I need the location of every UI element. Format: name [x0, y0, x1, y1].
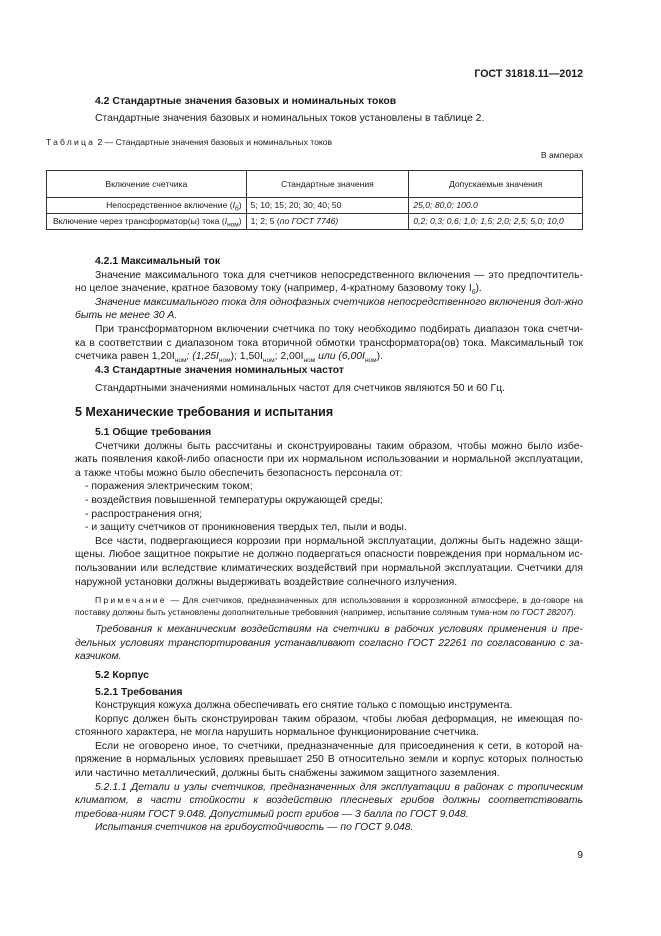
standard-number: ГОСТ 31818.11—2012 [474, 68, 583, 80]
section-4-3-title: 4.3 Стандартные значения номинальных частот [95, 364, 344, 376]
table-row [47, 198, 583, 214]
table-cell: 1; 2; 5 (по ГОСТ 7746) [246, 214, 409, 230]
section-4-3-text: Стандартными значениями номинальных частот для счетчиков являются 50 и 60 Гц. [95, 383, 506, 395]
table-cell: 5; 10; 15; 20; 30; 40; 50 [246, 198, 409, 214]
paragraph: Испытания счетчиков на грибоустойчивость — по ГОСТ 9.048. [95, 822, 414, 834]
note: Примечание — Для счетчиков, предназначенных для использования в коррозионной атмосфере, в до-говоре на поставку должны быть установлены дополнительные требования (например, испытание соляным тума-ном по ГОСТ 28207). [75, 595, 583, 618]
paragraph: Требования к механическим воздействиям на счетчики в рабочих условиях применения и пре-дельных условиях транспортирования устанавливают согласно ГОСТ 22261 по согласованию с за-казчиком. [75, 624, 583, 663]
paragraph: Корпус должен быть сконструирован таким образом, чтобы любая деформация, не имеющая по-стоянного характера, не могла нарушить нормальное функционирование счетчика. [75, 713, 583, 739]
table-cell: 0,2; 0,3; 0,6; 1,0; 1,5; 2,0; 2,5; 5,0; 10,0 [409, 214, 583, 230]
section-4-2-1 [75, 255, 583, 396]
page-number: 9 [577, 850, 583, 861]
list-item: - поражения электрическим током; [85, 481, 253, 493]
table-caption: Таблица 2 — Стандартные значения базовых и номинальных токов [46, 137, 333, 147]
section-5-2-title: 5.2 Корпус [95, 669, 149, 681]
section-5-title: 5 Механические требования и испытания [75, 405, 334, 419]
paragraph: Значение максимального тока для счетчиков непосредственного включения — это предпочтитель-но целое значение, кратное базовому току (например, 4-кратному базовому току $I_б$). [75, 269, 583, 297]
table-2 [46, 170, 583, 230]
section-4-2-text: Стандартные значения базовых и номинальных токов установлены в таблице 2. [95, 112, 485, 124]
section-5 [75, 404, 583, 835]
table-header: Включение счетчика [47, 171, 247, 198]
section-5-2-1-title: 5.2.1 Требования [95, 686, 183, 698]
section-4-2 [75, 95, 583, 125]
section-4-2-title: 4.2 Стандартные значения базовых и номинальных токов [95, 96, 397, 107]
list-item: - воздействия повышенной температуры окружающей среды; [85, 494, 383, 506]
table-row [47, 214, 583, 230]
list-item: - и защиту счетчиков от проникновения твердых тел, пыли и воды. [85, 522, 407, 534]
table-cell: Непосредственное включение $(I_б)$ [47, 198, 247, 214]
paragraph: Конструкция кожуха должна обеспечивать его снятие только с помощью инструмента. [95, 700, 513, 712]
paragraph: 5.2.1.1 Детали и узлы счетчиков, предназначенных для эксплуатации в районах с тропическим климатом, в части стойкости к воздействию плесневых грибов должны соответствовать требова-ниям ГОСТ 9.048. Допустимый рост грибов — 3 балла по ГОСТ 9.048. [75, 781, 583, 820]
section-4-2-1-title: 4.2.1 Максимальный ток [95, 256, 221, 267]
table-header: Допускаемые значения [409, 171, 583, 198]
paragraph: Если не оговорено иное, то счетчики, предназначенные для присоединения к сети, в которой на-пряжение в нормальных условиях превышает 250 В относительно земли и корпус которых полностью или частично металлический, должны быть снабжены зажимом защитного заземления. [75, 740, 583, 780]
paragraph: Значение максимального тока для однофазных счетчиков непосредственного включения дол-жно быть не менее 30 А. [75, 296, 583, 322]
hazard-list [75, 480, 583, 534]
table-header: Стандартные значения [246, 171, 409, 198]
list-item: - распространения огня; [85, 508, 203, 520]
paragraph: Все части, подвергающиеся коррозии при нормальной эксплуатации, должны быть надежно защи-щены. Любое защитное покрытие не должно подвергаться опасности повреждения при нормальном ис-пользовании или вследствие климатических воздействий при нормальной эксплуатации. Счетчики для наружной установки должны выдерживать воздействие солнечного излучения. [75, 535, 583, 588]
table-unit: В амперах [540, 150, 583, 160]
table-cell: 25,0; 80,0; 100.0 [409, 198, 583, 214]
table-header-row [47, 171, 583, 198]
paragraph: При трансформаторном включении счетчика по току необходимо подбирать диапазон тока счетчи-ка в соответствии с диапазоном тока вторичной обмотки трансформатора(ов) тока. Максимальный ток счетчика равен $1,20I_{ном}$; $(1,25I_{ном})$; $1,50I_{ном}$; $2,00I_{ном}$ или $(6,00I_{ном})$. [75, 323, 583, 365]
table-cell: Включение через трансформатор(ы) тока $(I_{ном})$ [47, 214, 247, 230]
paragraph: Счетчики должны быть рассчитаны и сконструированы таким образом, чтобы можно было избе-жать появления какой-либо опасности при их нормальном использовании и нормальной эксплуатации, а также чтобы можно было обеспечить безопасность персонала от: [75, 440, 583, 479]
section-5-1-title: 5.1 Общие требования [95, 427, 212, 438]
